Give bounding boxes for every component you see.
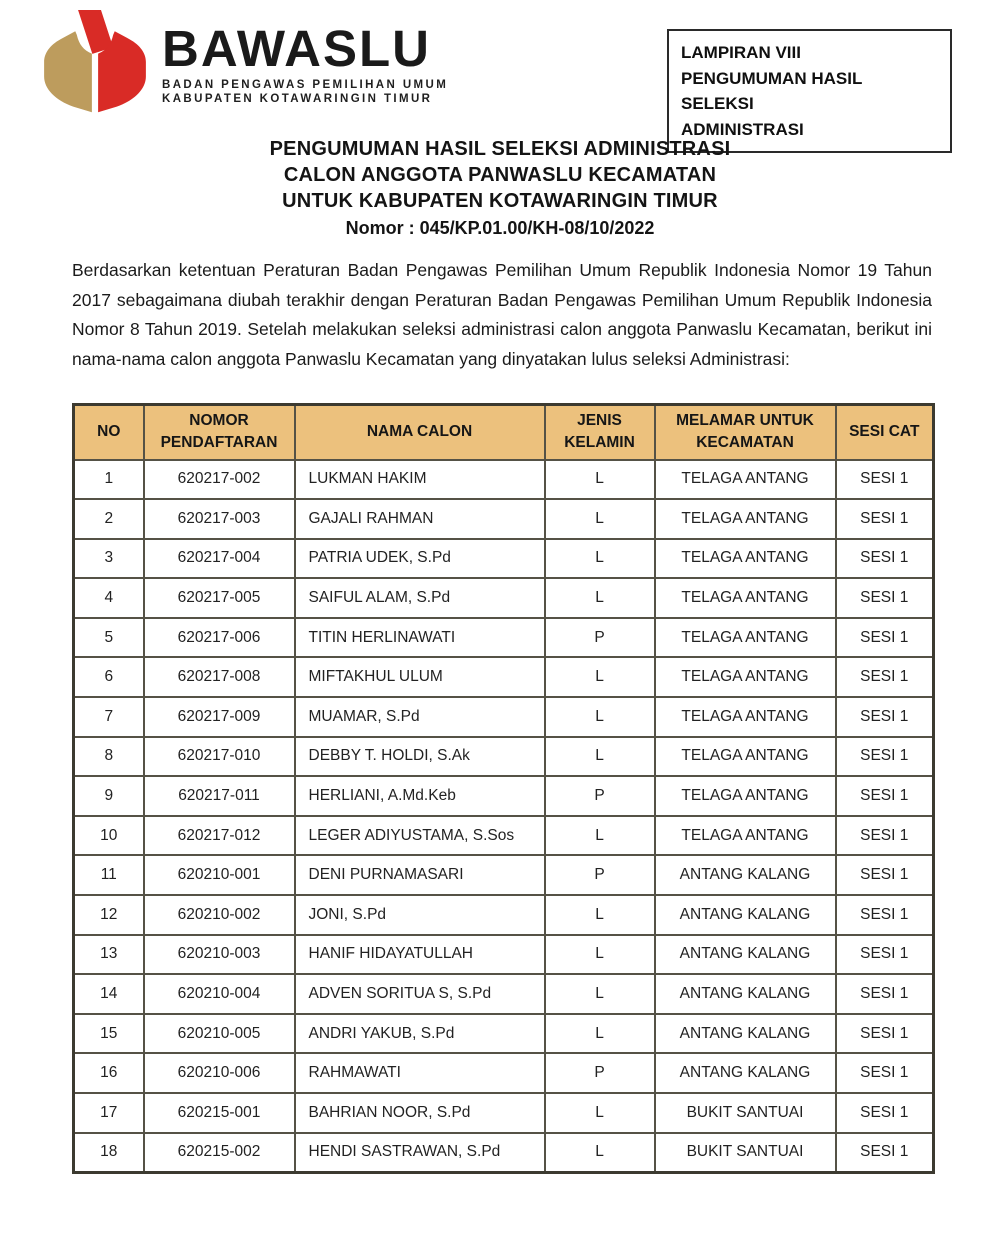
cell-no: 7 <box>74 697 144 737</box>
lampiran-line3: ADMINISTRASI <box>681 119 804 139</box>
col-header-melamar-untuk-kecamatan: MELAMAR UNTUK KECAMATAN <box>655 405 836 460</box>
cell-jenis-kelamin: P <box>545 1053 655 1093</box>
cell-sesi-cat: SESI 1 <box>836 1133 934 1173</box>
document-title <box>0 136 1000 241</box>
cell-jenis-kelamin: L <box>545 539 655 579</box>
col-header-nomor-pendaftaran: NOMOR PENDAFTARAN <box>144 405 295 460</box>
cell-jenis-kelamin: P <box>545 776 655 816</box>
cell-melamar-untuk-kecamatan: TELAGA ANTANG <box>655 776 836 816</box>
cell-jenis-kelamin: L <box>545 697 655 737</box>
bawaslu-logo <box>32 10 448 118</box>
cell-melamar-untuk-kecamatan: ANTANG KALANG <box>655 855 836 895</box>
cell-nama-calon: TITIN HERLINAWATI <box>295 618 545 658</box>
cell-melamar-untuk-kecamatan: ANTANG KALANG <box>655 974 836 1014</box>
table-row <box>74 578 934 618</box>
cell-nama-calon: ANDRI YAKUB, S.Pd <box>295 1014 545 1054</box>
cell-sesi-cat: SESI 1 <box>836 1053 934 1093</box>
cell-sesi-cat: SESI 1 <box>836 935 934 975</box>
cell-nomor-pendaftaran: 620210-002 <box>144 895 295 935</box>
cell-melamar-untuk-kecamatan: TELAGA ANTANG <box>655 816 836 856</box>
table-row <box>74 1133 934 1173</box>
table-row <box>74 855 934 895</box>
cell-melamar-untuk-kecamatan: ANTANG KALANG <box>655 1053 836 1093</box>
cell-nomor-pendaftaran: 620217-010 <box>144 737 295 777</box>
cell-sesi-cat: SESI 1 <box>836 1093 934 1133</box>
cell-nomor-pendaftaran: 620210-001 <box>144 855 295 895</box>
cell-nama-calon: LUKMAN HAKIM <box>295 460 545 500</box>
cell-no: 14 <box>74 974 144 1014</box>
cell-nomor-pendaftaran: 620217-006 <box>144 618 295 658</box>
cell-sesi-cat: SESI 1 <box>836 737 934 777</box>
cell-nama-calon: HERLIANI, A.Md.Keb <box>295 776 545 816</box>
table-row <box>74 657 934 697</box>
col-header-nama-calon: NAMA CALON <box>295 405 545 460</box>
cell-melamar-untuk-kecamatan: TELAGA ANTANG <box>655 460 836 500</box>
ballot-box-icon <box>32 10 158 118</box>
logo-subtitle <box>162 78 448 106</box>
cell-jenis-kelamin: L <box>545 816 655 856</box>
cell-nomor-pendaftaran: 620217-003 <box>144 499 295 539</box>
header-row <box>74 405 934 460</box>
cell-sesi-cat: SESI 1 <box>836 657 934 697</box>
cell-no: 6 <box>74 657 144 697</box>
cell-no: 2 <box>74 499 144 539</box>
cell-jenis-kelamin: L <box>545 1133 655 1173</box>
table-row <box>74 539 934 579</box>
cell-sesi-cat: SESI 1 <box>836 618 934 658</box>
cell-nama-calon: LEGER ADIYUSTAMA, S.Sos <box>295 816 545 856</box>
cell-melamar-untuk-kecamatan: ANTANG KALANG <box>655 1014 836 1054</box>
cell-melamar-untuk-kecamatan: ANTANG KALANG <box>655 935 836 975</box>
table-row <box>74 618 934 658</box>
lampiran-box <box>667 29 952 153</box>
cell-nomor-pendaftaran: 620210-003 <box>144 935 295 975</box>
cell-nomor-pendaftaran: 620210-005 <box>144 1014 295 1054</box>
cell-jenis-kelamin: L <box>545 737 655 777</box>
cell-no: 18 <box>74 1133 144 1173</box>
cell-nama-calon: BAHRIAN NOOR, S.Pd <box>295 1093 545 1133</box>
cell-nama-calon: JONI, S.Pd <box>295 895 545 935</box>
cell-nama-calon: HANIF HIDAYATULLAH <box>295 935 545 975</box>
cell-nama-calon: HENDI SASTRAWAN, S.Pd <box>295 1133 545 1173</box>
cell-melamar-untuk-kecamatan: ANTANG KALANG <box>655 895 836 935</box>
intro-paragraph: Berdasarkan ketentuan Peraturan Badan Pengawas Pemilihan Umum Republik Indonesia Nomor 19 Tahun 2017 sebagaimana diubah terakhir dengan Peraturan Badan Pengawas Pemilihan Umum Republik Indonesia Nomor 8 Tahun 2019. Setelah melakukan seleksi administrasi calon anggota Panwaslu Kecamatan, berikut ini nama-nama calon anggota Panwaslu Kecamatan yang dinyatakan lulus seleksi Administrasi: <box>72 260 932 369</box>
cell-nomor-pendaftaran: 620210-004 <box>144 974 295 1014</box>
results-table <box>72 403 935 1174</box>
cell-no: 13 <box>74 935 144 975</box>
title-line2: CALON ANGGOTA PANWASLU KECAMATAN <box>283 164 717 186</box>
table-row <box>74 499 934 539</box>
lampiran-line2: PENGUMUMAN HASIL SELEKSI <box>681 68 863 113</box>
cell-sesi-cat: SESI 1 <box>836 499 934 539</box>
cell-nama-calon: DEBBY T. HOLDI, S.Ak <box>295 737 545 777</box>
table-row <box>74 776 934 816</box>
cell-melamar-untuk-kecamatan: TELAGA ANTANG <box>655 578 836 618</box>
cell-nomor-pendaftaran: 620217-011 <box>144 776 295 816</box>
cell-jenis-kelamin: L <box>545 1014 655 1054</box>
cell-no: 1 <box>74 460 144 500</box>
cell-melamar-untuk-kecamatan: TELAGA ANTANG <box>655 737 836 777</box>
cell-jenis-kelamin: P <box>545 855 655 895</box>
cell-no: 17 <box>74 1093 144 1133</box>
cell-nomor-pendaftaran: 620215-002 <box>144 1133 295 1173</box>
cell-no: 16 <box>74 1053 144 1093</box>
lampiran-line1: LAMPIRAN VIII <box>681 43 801 62</box>
table-row <box>74 816 934 856</box>
cell-melamar-untuk-kecamatan: TELAGA ANTANG <box>655 697 836 737</box>
cell-sesi-cat: SESI 1 <box>836 816 934 856</box>
table-row <box>74 1093 934 1133</box>
cell-no: 8 <box>74 737 144 777</box>
cell-no: 5 <box>74 618 144 658</box>
cell-no: 9 <box>74 776 144 816</box>
cell-jenis-kelamin: P <box>545 618 655 658</box>
cell-jenis-kelamin: L <box>545 935 655 975</box>
cell-sesi-cat: SESI 1 <box>836 578 934 618</box>
table-row <box>74 935 934 975</box>
cell-jenis-kelamin: L <box>545 657 655 697</box>
cell-jenis-kelamin: L <box>545 1093 655 1133</box>
title-line1: PENGUMUMAN HASIL SELEKSI ADMINISTRASI <box>269 138 731 160</box>
cell-no: 15 <box>74 1014 144 1054</box>
cell-nomor-pendaftaran: 620217-005 <box>144 578 295 618</box>
cell-nomor-pendaftaran: 620217-012 <box>144 816 295 856</box>
cell-melamar-untuk-kecamatan: TELAGA ANTANG <box>655 539 836 579</box>
cell-nama-calon: MUAMAR, S.Pd <box>295 697 545 737</box>
cell-jenis-kelamin: L <box>545 974 655 1014</box>
table-row <box>74 1014 934 1054</box>
cell-jenis-kelamin: L <box>545 578 655 618</box>
table-row <box>74 460 934 500</box>
cell-nama-calon: GAJALI RAHMAN <box>295 499 545 539</box>
table-row <box>74 895 934 935</box>
cell-sesi-cat: SESI 1 <box>836 855 934 895</box>
cell-no: 10 <box>74 816 144 856</box>
table-row <box>74 1053 934 1093</box>
table-row <box>74 697 934 737</box>
cell-nama-calon: RAHMAWATI <box>295 1053 545 1093</box>
cell-melamar-untuk-kecamatan: TELAGA ANTANG <box>655 499 836 539</box>
cell-no: 4 <box>74 578 144 618</box>
logo-subtitle-line1: BADAN PENGAWAS PEMILIHAN UMUM <box>162 78 449 91</box>
results-table-head <box>74 405 934 460</box>
cell-sesi-cat: SESI 1 <box>836 974 934 1014</box>
cell-nama-calon: MIFTAKHUL ULUM <box>295 657 545 697</box>
logo-text-block <box>162 10 448 106</box>
cell-sesi-cat: SESI 1 <box>836 539 934 579</box>
cell-sesi-cat: SESI 1 <box>836 1014 934 1054</box>
cell-nomor-pendaftaran: 620217-009 <box>144 697 295 737</box>
cell-jenis-kelamin: L <box>545 499 655 539</box>
cell-melamar-untuk-kecamatan: BUKIT SANTUAI <box>655 1133 836 1173</box>
cell-sesi-cat: SESI 1 <box>836 697 934 737</box>
cell-sesi-cat: SESI 1 <box>836 460 934 500</box>
cell-nomor-pendaftaran: 620210-006 <box>144 1053 295 1093</box>
title-nomor: Nomor : 045/KP.01.00/KH-08/10/2022 <box>345 218 655 238</box>
cell-no: 3 <box>74 539 144 579</box>
cell-nama-calon: ADVEN SORITUA S, S.Pd <box>295 974 545 1014</box>
col-header-no: NO <box>74 405 144 460</box>
cell-melamar-untuk-kecamatan: BUKIT SANTUAI <box>655 1093 836 1133</box>
table-row <box>74 737 934 777</box>
table-row <box>74 974 934 1014</box>
cell-nomor-pendaftaran: 620217-004 <box>144 539 295 579</box>
results-table-body <box>74 460 934 1173</box>
col-header-jenis-kelamin: JENIS KELAMIN <box>545 405 655 460</box>
logo-brand-text: BAWASLU <box>162 20 431 77</box>
cell-nomor-pendaftaran: 620215-001 <box>144 1093 295 1133</box>
cell-nomor-pendaftaran: 620217-008 <box>144 657 295 697</box>
cell-jenis-kelamin: L <box>545 460 655 500</box>
cell-nama-calon: PATRIA UDEK, S.Pd <box>295 539 545 579</box>
title-line3: UNTUK KABUPATEN KOTAWARINGIN TIMUR <box>282 190 718 212</box>
cell-nomor-pendaftaran: 620217-002 <box>144 460 295 500</box>
cell-melamar-untuk-kecamatan: TELAGA ANTANG <box>655 657 836 697</box>
cell-sesi-cat: SESI 1 <box>836 776 934 816</box>
cell-melamar-untuk-kecamatan: TELAGA ANTANG <box>655 618 836 658</box>
cell-sesi-cat: SESI 1 <box>836 895 934 935</box>
logo-subtitle-line2: KABUPATEN KOTAWARINGIN TIMUR <box>162 92 433 105</box>
cell-nama-calon: SAIFUL ALAM, S.Pd <box>295 578 545 618</box>
cell-no: 12 <box>74 895 144 935</box>
cell-nama-calon: DENI PURNAMASARI <box>295 855 545 895</box>
cell-jenis-kelamin: L <box>545 895 655 935</box>
col-header-sesi-cat: SESI CAT <box>836 405 934 460</box>
cell-no: 11 <box>74 855 144 895</box>
